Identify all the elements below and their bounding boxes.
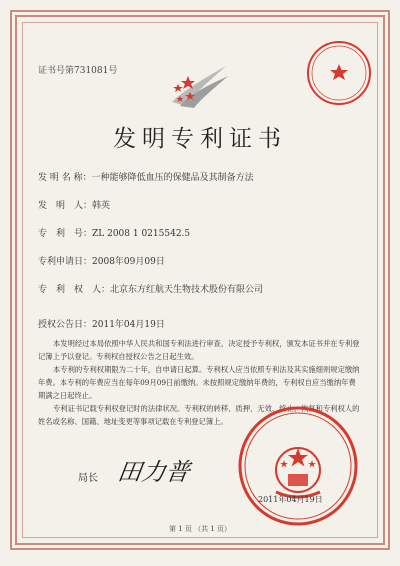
agency-stamp-icon bbox=[304, 38, 374, 108]
director-label: 局长 bbox=[78, 473, 98, 484]
field-label: 授权公告日： bbox=[38, 320, 93, 330]
field-value: 韩英 bbox=[92, 201, 111, 211]
inventor-row bbox=[38, 198, 110, 211]
body-paragraph: 本发明经过本局依照中华人民共和国专利法进行审查，决定授予专利权，颁发本证书并在专利登记簿上予以登记。专利权自授权公告之日起生效。 bbox=[38, 339, 360, 361]
field-value: 一种能够降低血压的保健品及其制备方法 bbox=[91, 173, 254, 183]
body-paragraph: 本专利的专利权期限为二十年，自申请日起算。专利权人应当依照专利法及其实施细则规定缴纳年费。本专利的年费应当在每年09月09日前缴纳。未按照规定缴纳年费的，专利权自应当缴纳年费期满之日起终止。 bbox=[38, 365, 360, 400]
body-paragraph: 专利证书记载专利权登记时的法律状况。专利权的转移、质押、无效、终止、恢复和专利权人的姓名或名称、国籍、地址变更等事项记载在专利登记簿上。 bbox=[38, 404, 360, 426]
director-signature: 田力普 bbox=[115, 458, 192, 486]
field-label: 发 明 名 称： bbox=[38, 173, 92, 183]
issue-date: 2011年04月19日 bbox=[258, 495, 323, 504]
page-footer: 第 1 页 （共 1 页） bbox=[168, 525, 232, 533]
field-value: ZL 2008 1 0215542.5 bbox=[92, 229, 191, 239]
grant-date-row bbox=[38, 317, 165, 330]
certificate-number: 证书号第731081号 bbox=[38, 66, 118, 76]
field-label: 专 利 权 人： bbox=[38, 285, 111, 295]
page-title: 发明专利证书 bbox=[113, 126, 287, 152]
field-value: 2011年04月19日 bbox=[92, 320, 165, 330]
field-value: 北京东方红航天生物技术股份有限公司 bbox=[110, 285, 264, 295]
patentee-row bbox=[38, 282, 263, 295]
filing-date-row bbox=[38, 254, 165, 267]
invention-name-row bbox=[38, 170, 254, 183]
field-label: 专 利 号： bbox=[38, 229, 93, 239]
sipo-logo-icon bbox=[168, 62, 230, 110]
field-value: 2008年09月09日 bbox=[92, 257, 165, 267]
field-label: 发 明 人： bbox=[38, 201, 93, 211]
field-label: 专利申请日： bbox=[38, 257, 93, 267]
patent-number-row bbox=[38, 226, 190, 239]
official-seal-icon bbox=[236, 404, 360, 528]
